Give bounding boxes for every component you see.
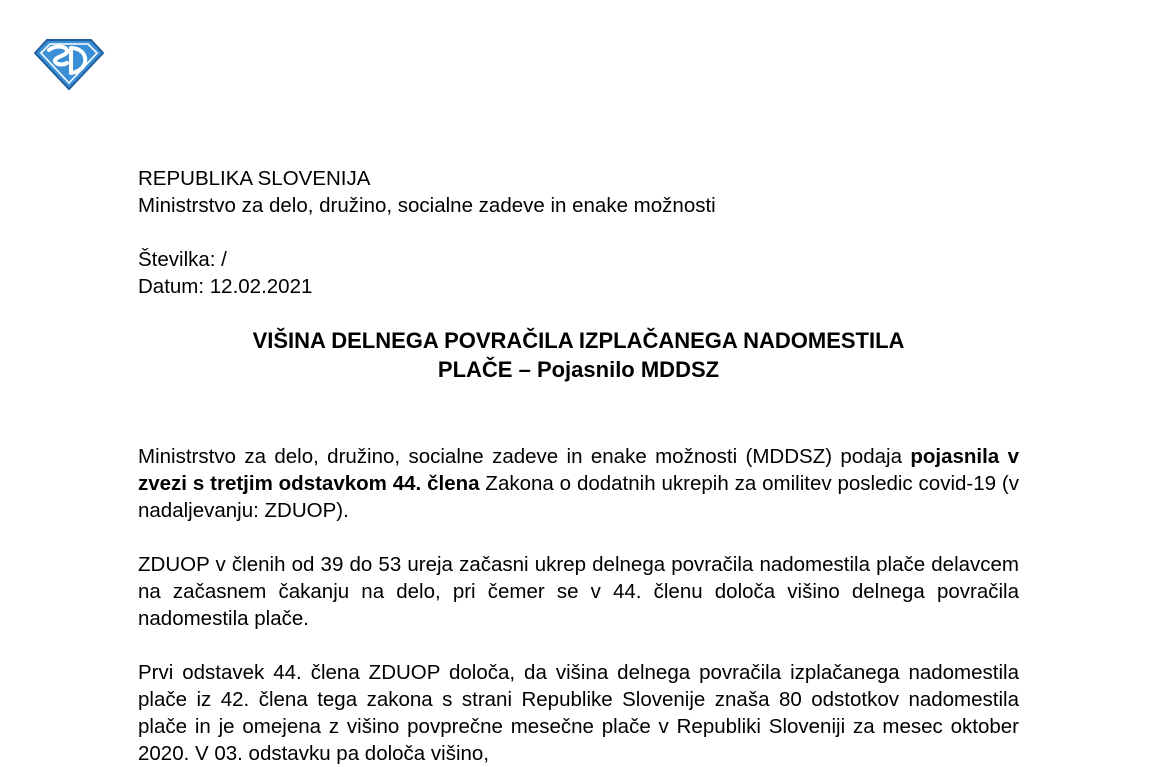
title-line-1: VIŠINA DELNEGA POVRAČILA IZPLAČANEGA NADOMESTILA — [252, 328, 905, 353]
ministry-heading: Ministrstvo za delo, družino, socialne zadeve in enake možnosti — [138, 194, 716, 217]
document-number: Številka: / — [138, 248, 227, 271]
document-title — [138, 326, 1019, 384]
document-body — [138, 165, 1019, 767]
paragraph-1-bold: pojasnila v zvezi s tretjim odstavkom 44. člena — [138, 445, 1019, 495]
paragraph-1 — [138, 443, 1019, 524]
paragraph-1-end: Zakona o dodatnih ukrepih za omilitev posledic covid-19 (v nadaljevanju: ZDUOP). — [138, 472, 1019, 522]
title-line-2: PLAČE – Pojasnilo MDDSZ — [437, 357, 720, 382]
paragraph-3: Prvi odstavek 44. člena ZDUOP določa, da višina delnega povračila izplačanega nadomestila plače iz 42. člena tega zakona s strani Republike Slovenije znaša 80 odstotkov nadomestila plače in je omejena z višino povprečne mesečne plače v Republiki Sloveniji za mesec oktober 2020. V 03. odstavku pa določa višino, — [138, 661, 1019, 765]
paragraph-1-start: Ministrstvo za delo, družino, socialne zadeve in enake možnosti (MDDSZ) podaja — [138, 445, 911, 468]
republic-heading: REPUBLIKA SLOVENIJA — [138, 167, 371, 190]
paragraph-2: ZDUOP v členih od 39 do 53 ureja začasni ukrep delnega povračila nadomestila plače delavcem na začasnem čakanju na delo, pri čemer se v 44. členu določa višino delnega povračila nadomestila plače. — [138, 553, 1019, 630]
document-date: Datum: 12.02.2021 — [138, 275, 313, 298]
ministry-logo-icon — [33, 37, 105, 91]
